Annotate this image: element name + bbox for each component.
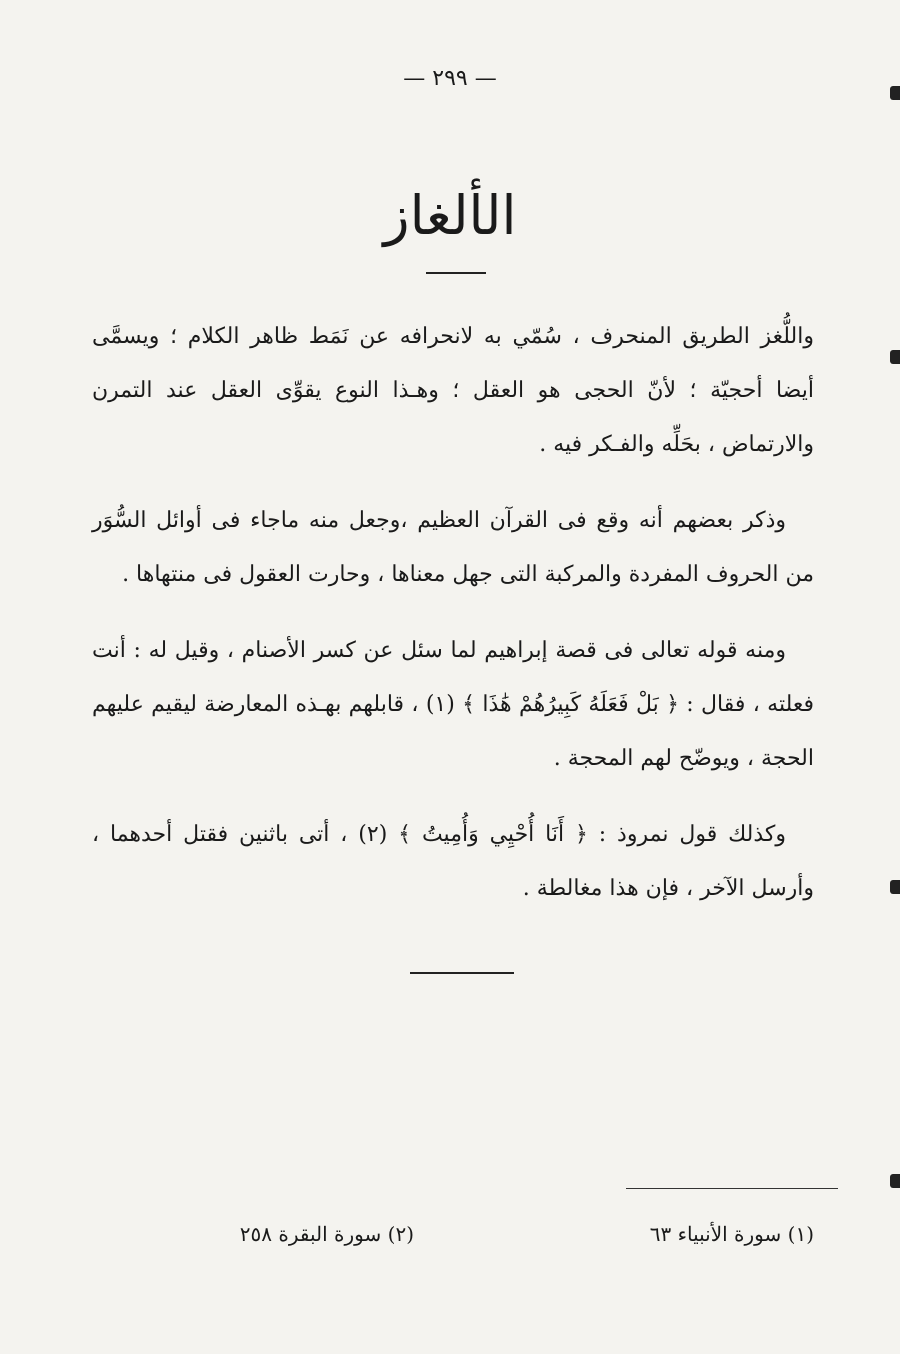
paragraph: وكذلك قول نمروذ : ﴿ أَنَا أُحْيِي وَأُمِيتُ ﴾ (٢) ، أتى باثنين فقتل أحدهما ، وأرسل الآخر ، فإن هذا مغالطة . <box>92 822 814 901</box>
footnote-divider <box>626 1188 838 1189</box>
binding-hole-mark <box>890 86 900 100</box>
paragraph: وذكر بعضهم أنه وقع فى القرآن العظيم ،وجعل منه ماجاء فى أوائل السُّوَر من الحروف المفردة والمركبة التى جهل معناها ، وحارت العقول فى منتهاها . <box>92 508 814 587</box>
binding-hole-mark <box>890 1174 900 1188</box>
section-end-divider <box>410 972 514 974</box>
paragraph: واللُّغز الطريق المنحرف ، سُمّي به لانحرافه عن نَمَط ظاهر الكلام ؛ ويسمَّى أيضا أحجيّة ؛ لأنّ الحجى هو العقل ؛ وهـذا النوع يقوِّى العقل عند التمرن والارتماض ، بحَلِّه والفـكر فيه . <box>92 324 814 457</box>
title-divider <box>426 272 486 274</box>
chapter-title: الألغاز <box>383 184 517 247</box>
footnote: (١) سورة الأنبياء ٦٣ <box>649 1222 814 1246</box>
paragraph: ومنه قوله تعالى فى قصة إبراهيم لما سئل عن كسر الأصنام ، وقيل له : أنت فعلته ، فقال : ﴿ بَلْ فَعَلَهُ كَبِيرُهُمْ هَٰذَا ﴾ (١) ، قابلهم بهـذه المعارضة ليقيم عليهم الحجة ، ويوضّح لهم المحجة . <box>92 638 814 771</box>
page-number: — ٢٩٩ — <box>403 66 497 91</box>
binding-hole-mark <box>890 350 900 364</box>
body-text <box>92 310 814 938</box>
footnote: (٢) سورة البقرة ٢٥٨ <box>239 1222 414 1246</box>
binding-hole-mark <box>890 880 900 894</box>
